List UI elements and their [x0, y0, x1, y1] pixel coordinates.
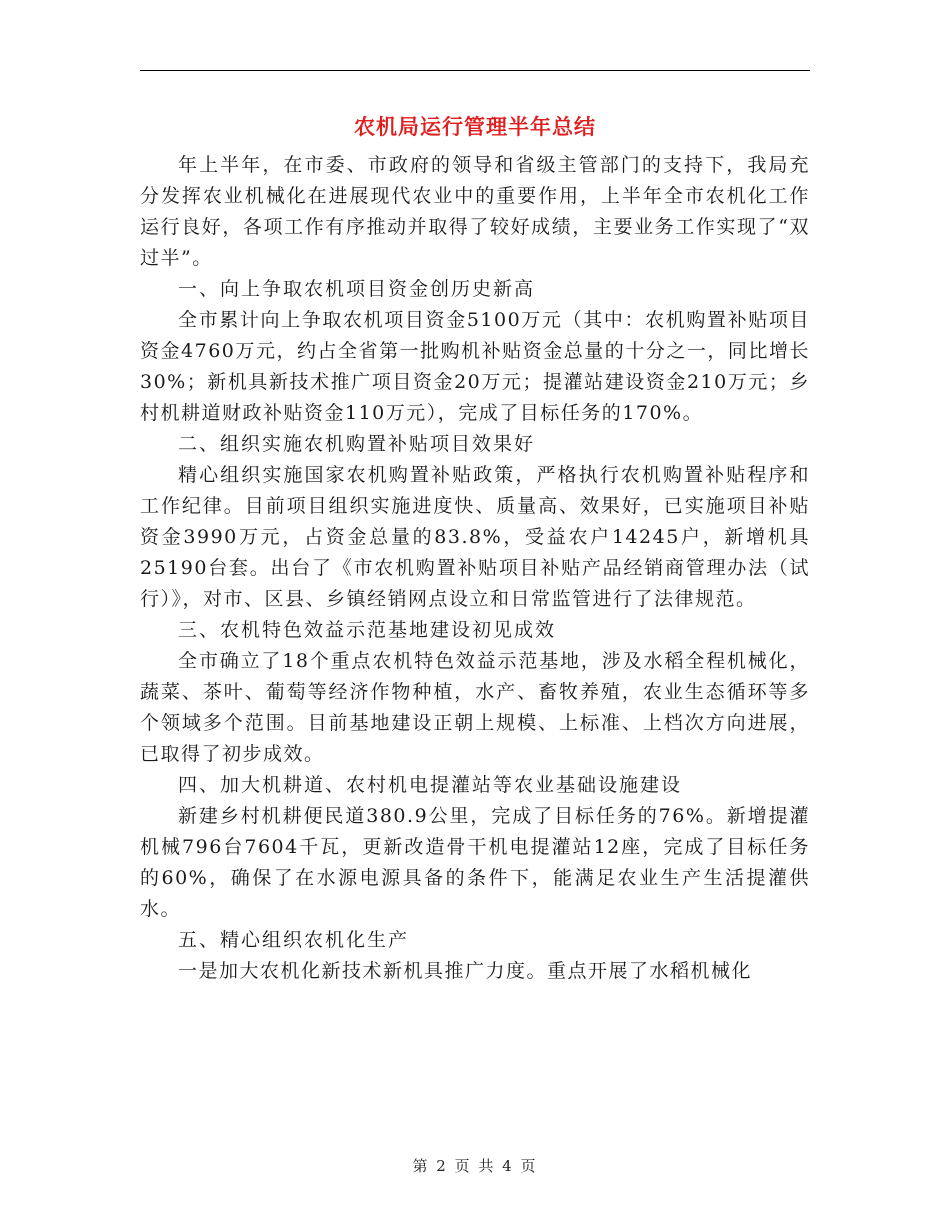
paragraph-section-1: 全市累计向上争取农机项目资金5100万元（其中：农机购置补贴项目资金4760万元，约占全省第一批购机补贴资金总量的十分之一，同比增长30%；新机具新技术推广项目资金20万元；提灌站建设资金210万元；乡村机耕道财政补贴资金110万元），完成了目标任务的170%。: [140, 309, 810, 424]
paragraph-section-5: 一是加大农机化新技术新机具推广力度。重点开展了水稻机械化: [178, 960, 753, 982]
paragraph-intro: 年上半年，在市委、市政府的领导和省级主管部门的支持下，我局充分发挥农业机械化在进展现代农业中的重要作用，上半年全市农机化工作运行良好，各项工作有序推动并取得了较好成绩，主要业务工作实现了“双过半”。: [140, 154, 810, 269]
page-number-footer: 第 2 页 共 4 页: [412, 1157, 538, 1175]
document-title: 农机局运行管理半年总结: [354, 114, 596, 139]
section-heading-5: 五、精心组织农机化生产: [178, 929, 410, 951]
section-heading-1: 一、向上争取农机项目资金创历史新高: [178, 278, 536, 300]
paragraph-section-2: 精心组织实施国家农机购置补贴政策，严格执行农机购置补贴程序和工作纪律。目前项目组织实施进度快、质量高、效果好，已实施项目补贴资金3990万元，占资金总量的83.8%，受益农户14245户，新增机具25190台套。出台了《市农机购置补贴项目补贴产品经销商管理办法（试行）》，对市、区县、乡镇经销网点设立和日常监管进行了法律规范。: [140, 464, 810, 610]
section-heading-2: 二、组织实施农机购置补贴项目效果好: [178, 433, 536, 455]
header-rule: [140, 70, 810, 71]
document-body: [140, 150, 810, 987]
section-heading-3: 三、农机特色效益示范基地建设初见成效: [178, 619, 557, 641]
paragraph-section-4: 新建乡村机耕便民道380.9公里，完成了目标任务的76%。新增提灌机械796台7604千瓦，更新改造骨干机电提灌站12座，完成了目标任务的60%，确保了在水源电源具备的条件下，能满足农业生产生活提灌供水。: [140, 805, 810, 920]
section-heading-4: 四、加大机耕道、农村机电提灌站等农业基础设施建设: [178, 774, 683, 796]
paragraph-section-3: 全市确立了18个重点农机特色效益示范基地，涉及水稻全程机械化，蔬菜、茶叶、葡萄等经济作物种植，水产、畜牧养殖，农业生态循环等多个领域多个范围。目前基地建设正朝上规模、上标准、上档次方向进展，已取得了初步成效。: [140, 650, 810, 765]
